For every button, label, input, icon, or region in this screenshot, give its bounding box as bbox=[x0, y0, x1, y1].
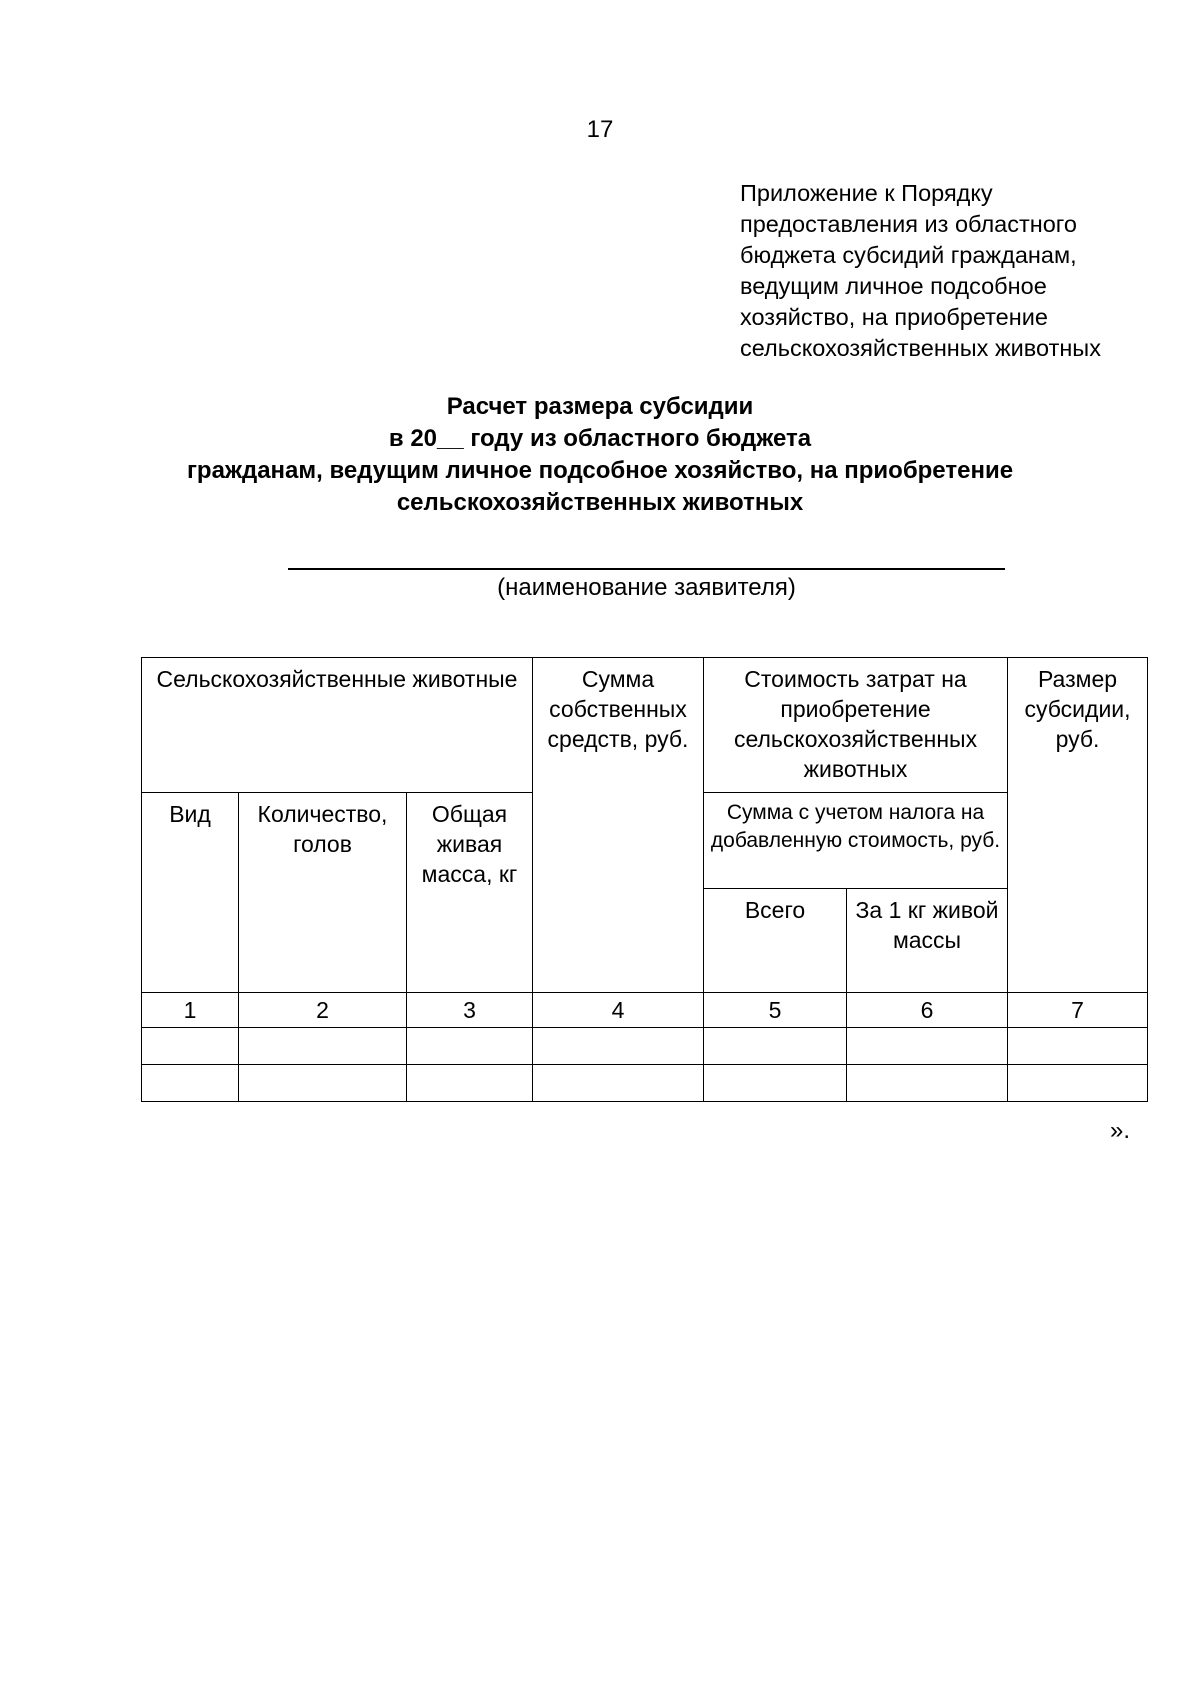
appendix-line: предоставления из областного bbox=[740, 211, 1077, 237]
title-line: гражданам, ведущим личное подсобное хозяйство, на приобретение bbox=[186, 457, 1014, 484]
table-cell bbox=[533, 1065, 704, 1102]
appendix-line: ведущим личное подсобное bbox=[740, 273, 1047, 299]
table-cell bbox=[407, 1028, 533, 1065]
column-number: 6 bbox=[847, 993, 1008, 1028]
applicant-caption: (наименование заявителя) bbox=[497, 574, 796, 601]
table-cell bbox=[239, 1028, 407, 1065]
title-line: Расчет размера субсидии bbox=[446, 393, 754, 420]
header-animals: Сельскохозяйственные животные bbox=[142, 658, 533, 793]
header-type: Вид bbox=[142, 793, 239, 993]
table-row bbox=[142, 1028, 1148, 1065]
column-number: 4 bbox=[533, 993, 704, 1028]
title-line: в 20__ году из областного бюджета bbox=[388, 425, 812, 452]
header-mass: Общая живая масса, кг bbox=[407, 793, 533, 993]
table-cell bbox=[239, 1065, 407, 1102]
table-cell bbox=[847, 1065, 1008, 1102]
table-cell bbox=[142, 1065, 239, 1102]
appendix-line: бюджета субсидий гражданам, bbox=[740, 242, 1077, 268]
document-title bbox=[0, 391, 1200, 519]
table-cell bbox=[533, 1028, 704, 1065]
header-count: Количество, голов bbox=[239, 793, 407, 993]
appendix-line: сельскохозяйственных животных bbox=[740, 335, 1101, 361]
column-number: 2 bbox=[239, 993, 407, 1028]
column-number: 5 bbox=[704, 993, 847, 1028]
column-number: 1 bbox=[142, 993, 239, 1028]
table-cell bbox=[704, 1065, 847, 1102]
table-cell bbox=[142, 1028, 239, 1065]
subsidy-calculation-table bbox=[141, 657, 1148, 1102]
closing-quote-mark: ». bbox=[1110, 1117, 1131, 1144]
table-cell bbox=[1008, 1028, 1148, 1065]
header-vat-sum: Сумма с учетом налога на добавленную стоимость, руб. bbox=[704, 793, 1008, 889]
header-subsidy: Размер субсидии, руб. bbox=[1008, 658, 1148, 993]
table-cell bbox=[847, 1028, 1008, 1065]
column-number: 3 bbox=[407, 993, 533, 1028]
page-number: 17 bbox=[586, 116, 614, 143]
appendix-line: хозяйство, на приобретение bbox=[740, 304, 1048, 330]
table-cell bbox=[704, 1028, 847, 1065]
appendix-line: Приложение к Порядку bbox=[740, 180, 993, 206]
table-cell bbox=[407, 1065, 533, 1102]
appendix-note bbox=[740, 178, 1180, 364]
column-number-row bbox=[142, 993, 1148, 1028]
header-per-kg: За 1 кг живой массы bbox=[847, 889, 1008, 993]
header-costs: Стоимость затрат на приобретение сельскохозяйственных животных bbox=[704, 658, 1008, 793]
title-line: сельскохозяйственных животных bbox=[396, 489, 804, 516]
table-row bbox=[142, 1065, 1148, 1102]
header-total: Всего bbox=[704, 889, 847, 993]
applicant-name-line bbox=[288, 568, 1005, 570]
column-number: 7 bbox=[1008, 993, 1148, 1028]
header-own-funds: Сумма собственных средств, руб. bbox=[533, 658, 704, 993]
table-cell bbox=[1008, 1065, 1148, 1102]
